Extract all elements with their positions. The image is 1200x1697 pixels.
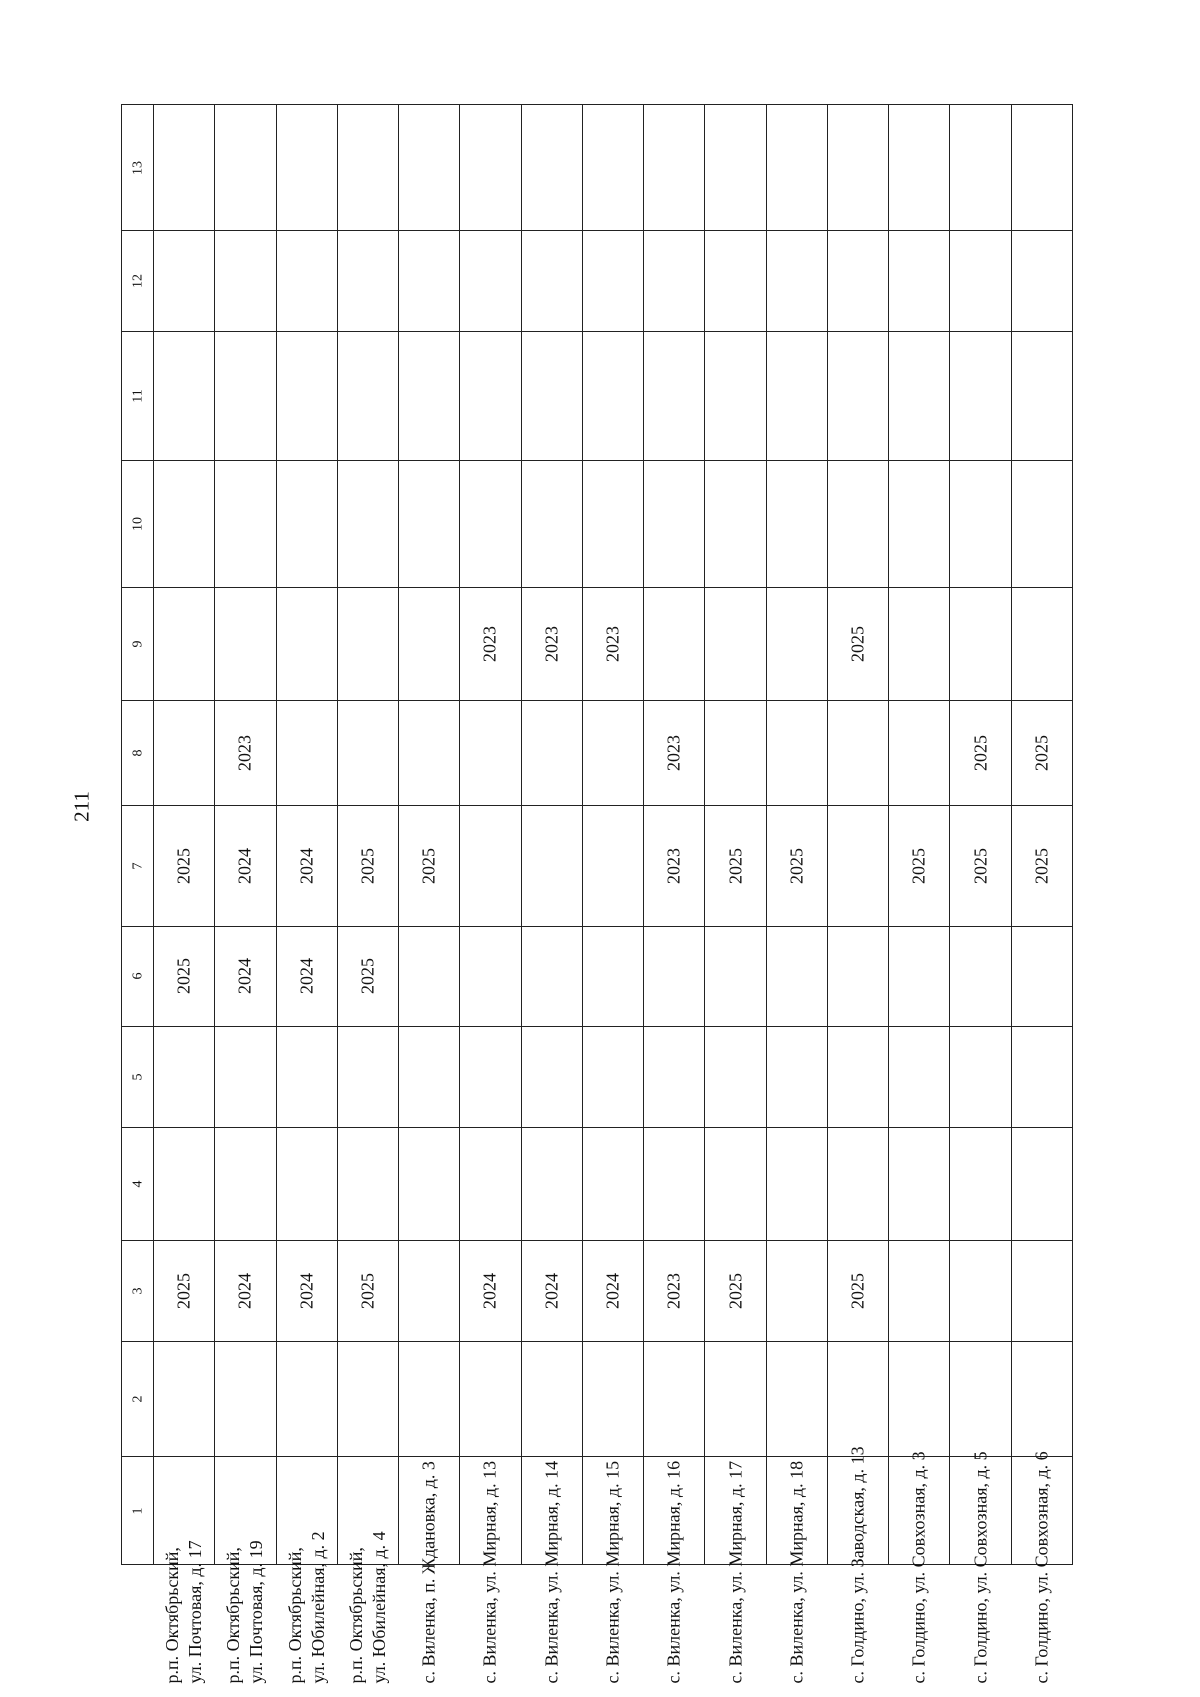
year-cell [889,231,950,332]
address-line: р.п. Октябрьский, [162,1546,183,1684]
year-cell [950,331,1011,460]
header-label: 6 [130,972,145,980]
year-cell [827,1128,888,1241]
header-cell [122,460,154,587]
year-cell [950,805,1011,926]
year-cell [276,105,337,231]
table-line-column-7 [122,805,1073,926]
year-cell [644,105,705,231]
year-cell [827,700,888,805]
year-cell [521,926,582,1027]
year-cell [766,588,827,701]
year-cell [705,805,766,926]
year-cell [215,1241,276,1342]
year-cell [215,805,276,926]
year-cell [766,805,827,926]
year-cell [705,1241,766,1342]
header-label: 3 [130,1287,145,1295]
year-cell [399,460,460,587]
year-cell [460,1128,521,1241]
year-cell [766,460,827,587]
address-text [663,1338,686,1683]
year-cell [154,700,215,805]
address-line: с. Голдино, ул. Заводская, д. 13 [847,1446,868,1684]
year-cell [582,1241,643,1342]
year-cell [705,331,766,460]
address-text [540,1338,563,1683]
year-cell [154,588,215,701]
year-cell [889,926,950,1027]
year-cell [521,1128,582,1241]
year-value: 2024 [296,1272,317,1309]
year-cell [276,700,337,805]
header-cell [122,105,154,231]
address-cell [521,1457,582,1684]
year-cell [766,1027,827,1128]
year-cell [460,588,521,701]
address-cell [399,1457,460,1684]
year-cell [582,1128,643,1241]
address-cell [705,1457,766,1684]
year-cell [215,926,276,1027]
year-cell [154,231,215,332]
year-cell [766,231,827,332]
address-line: с. Виленка, ул. Мирная, д. 14 [541,1460,562,1684]
address-cell [154,1457,215,1684]
address-line: с. Голдино, ул. Совхозная, д. 6 [1031,1451,1052,1684]
year-cell [399,588,460,701]
year-cell [154,105,215,231]
header-cell [122,1341,154,1456]
year-value: 2023 [602,625,623,662]
address-line: ул. Юбилейная, д. 4 [368,1531,389,1684]
year-cell [399,331,460,460]
address-text [969,1338,992,1683]
year-cell [460,331,521,460]
table-line-column-6 [122,926,1073,1027]
year-cell [644,231,705,332]
year-cell [1011,460,1072,587]
page-number: 211 [69,791,94,822]
year-cell [337,1128,398,1241]
year-cell [399,231,460,332]
address-line: р.п. Октябрьский, [223,1546,244,1684]
header-label: 8 [130,749,145,757]
year-cell [215,460,276,587]
year-cell [644,1128,705,1241]
year-cell [1011,105,1072,231]
year-cell [644,588,705,701]
address-text [601,1338,624,1683]
address-line: ул. Почтовая, д. 17 [185,1540,206,1684]
year-cell [582,805,643,926]
address-line: ул. Почтовая, д. 19 [246,1540,267,1684]
year-cell [950,231,1011,332]
year-cell [889,588,950,701]
year-cell [337,105,398,231]
year-cell [399,1241,460,1342]
address-cell [950,1451,1011,1684]
year-cell [644,1027,705,1128]
schedule-table [121,104,1073,1684]
year-cell [705,460,766,587]
year-cell [766,700,827,805]
header-label: 13 [130,160,145,175]
year-cell [582,588,643,701]
year-value: 2023 [663,1272,684,1309]
year-cell [889,1027,950,1128]
year-value: 2025 [173,847,194,884]
year-cell [215,588,276,701]
year-value: 2024 [479,1272,500,1309]
year-cell [337,700,398,805]
year-cell [766,1241,827,1342]
table-line-column-1 [122,1457,1073,1565]
year-cell [889,1128,950,1241]
year-cell [337,926,398,1027]
year-cell [889,460,950,587]
year-value: 2025 [725,847,746,884]
year-cell [644,331,705,460]
year-cell [827,1241,888,1342]
year-cell [950,1128,1011,1241]
year-value: 2023 [663,734,684,771]
address-cell [1011,1451,1072,1684]
year-cell [154,1128,215,1241]
address-line: с. Виленка, ул. Мирная, д. 15 [602,1460,623,1684]
year-cell [889,105,950,231]
year-cell [644,460,705,587]
address-text [479,1338,502,1683]
address-line: с. Виленка, ул. Мирная, д. 13 [479,1460,500,1684]
year-cell [276,1241,337,1342]
year-cell [276,460,337,587]
year-cell [521,1241,582,1342]
year-cell [582,1027,643,1128]
header-cell [122,588,154,701]
header-label: 1 [130,1507,145,1515]
address-text [161,1338,207,1683]
year-cell [215,105,276,231]
year-cell [644,805,705,926]
year-value: 2025 [847,1272,868,1309]
year-cell [337,331,398,460]
address-text [345,1338,391,1683]
year-cell [705,1027,766,1128]
address-line: с. Виленка, ул. Мирная, д. 18 [786,1460,807,1684]
year-value: 2025 [1031,847,1052,884]
year-cell [521,805,582,926]
year-value: 2025 [1031,734,1052,771]
year-cell [460,1241,521,1342]
year-cell [950,926,1011,1027]
year-cell [521,588,582,701]
address-line: с. Голдино, ул. Совхозная, д. 5 [970,1451,991,1684]
address-cell [337,1457,398,1684]
address-line: р.п. Октябрьский, [345,1546,366,1684]
year-cell [521,1027,582,1128]
year-value: 2024 [541,1272,562,1309]
year-cell [766,926,827,1027]
year-value: 2023 [234,734,255,771]
year-cell [950,700,1011,805]
year-cell [154,805,215,926]
header-cell [122,1027,154,1128]
address-cell [276,1457,337,1684]
year-value: 2025 [970,847,991,884]
year-cell [582,926,643,1027]
year-cell [521,460,582,587]
year-value: 2024 [602,1272,623,1309]
year-cell [337,231,398,332]
year-value: 2024 [234,958,255,995]
address-text [1030,1338,1053,1683]
header-cell [122,1457,154,1565]
address-text [222,1338,268,1683]
year-cell [460,231,521,332]
year-cell [827,805,888,926]
address-line: ул. Юбилейная, д. 2 [307,1531,328,1684]
address-cell [889,1451,950,1684]
address-line: с. Виленка, п. Ждановка, д. 3 [418,1460,439,1684]
year-cell [337,1241,398,1342]
year-cell [644,926,705,1027]
year-cell [399,700,460,805]
year-cell [521,231,582,332]
year-cell [521,331,582,460]
year-cell [337,805,398,926]
year-cell [705,231,766,332]
table-line-column-9 [122,588,1073,701]
table-line-column-3 [122,1241,1073,1342]
header-label: 10 [130,516,145,531]
year-cell [644,700,705,805]
year-cell [766,331,827,460]
year-cell [399,1027,460,1128]
address-text [724,1338,747,1683]
year-cell [827,460,888,587]
year-value: 2025 [725,1272,746,1309]
header-label: 12 [130,274,145,288]
year-cell [1011,805,1072,926]
year-cell [460,926,521,1027]
header-label: 7 [130,862,145,870]
header-cell [122,805,154,926]
year-cell [154,1241,215,1342]
address-cell [766,1457,827,1684]
address-cell [460,1457,521,1684]
year-cell [1011,1027,1072,1128]
address-cell [644,1457,705,1684]
address-text [284,1338,330,1683]
year-cell [399,926,460,1027]
year-value: 2025 [173,1272,194,1309]
year-cell [215,700,276,805]
year-value: 2024 [296,847,317,884]
year-cell [950,1027,1011,1128]
year-cell [276,231,337,332]
header-cell [122,926,154,1027]
year-cell [889,1241,950,1342]
year-cell [950,460,1011,587]
year-cell [582,460,643,587]
year-cell [644,1241,705,1342]
year-cell [276,1027,337,1128]
year-cell [521,105,582,231]
year-cell [705,1128,766,1241]
table-line-column-5 [122,1027,1073,1128]
address-line: р.п. Октябрьский, [284,1546,305,1684]
address-cell [827,1446,888,1684]
year-cell [889,700,950,805]
year-cell [154,926,215,1027]
table-line-column-13 [122,105,1073,231]
year-cell [950,105,1011,231]
year-cell [460,805,521,926]
year-cell [1011,1128,1072,1241]
address-text [418,1338,441,1683]
year-cell [337,1027,398,1128]
year-cell [521,700,582,805]
year-cell [1011,588,1072,701]
year-value: 2025 [908,847,929,884]
year-cell [276,331,337,460]
year-value: 2025 [786,847,807,884]
year-cell [827,1027,888,1128]
header-cell [122,331,154,460]
year-cell [827,231,888,332]
year-cell [215,331,276,460]
year-cell [827,588,888,701]
header-cell [122,700,154,805]
year-cell [276,1128,337,1241]
year-cell [154,331,215,460]
year-cell [705,926,766,1027]
year-cell [399,105,460,231]
table-line-column-12 [122,231,1073,332]
year-cell [582,700,643,805]
header-label: 11 [130,389,145,403]
address-line: с. Виленка, ул. Мирная, д. 17 [725,1460,746,1684]
year-value: 2024 [296,958,317,995]
year-cell [460,460,521,587]
year-value: 2023 [663,847,684,884]
table-line-column-4 [122,1128,1073,1241]
year-cell [705,700,766,805]
year-cell [154,460,215,587]
year-cell [1011,331,1072,460]
year-value: 2025 [357,958,378,995]
year-cell [337,460,398,587]
year-cell [460,700,521,805]
header-label: 4 [130,1180,145,1188]
year-cell [215,1128,276,1241]
year-cell [950,1241,1011,1342]
header-cell [122,1128,154,1241]
year-cell [1011,231,1072,332]
year-value: 2023 [541,625,562,662]
year-cell [1011,700,1072,805]
year-value: 2024 [234,847,255,884]
year-cell [827,926,888,1027]
year-value: 2025 [173,958,194,995]
address-text [908,1338,931,1683]
header-label: 9 [130,640,145,648]
year-cell [582,331,643,460]
year-value: 2025 [357,1272,378,1309]
address-text [847,1338,870,1683]
header-cell [122,1241,154,1342]
address-text [785,1338,808,1683]
year-cell [705,105,766,231]
year-value: 2025 [357,847,378,884]
year-cell [705,588,766,701]
year-value: 2024 [234,1272,255,1309]
year-cell [1011,926,1072,1027]
year-cell [276,926,337,1027]
year-cell [950,588,1011,701]
header-cell [122,231,154,332]
year-value: 2025 [970,734,991,771]
year-cell [460,105,521,231]
address-line: с. Голдино, ул. Совхозная, д. 3 [908,1451,929,1684]
year-cell [337,588,398,701]
year-cell [1011,1241,1072,1342]
year-cell [889,805,950,926]
year-cell [460,1027,521,1128]
year-cell [215,1027,276,1128]
year-cell [827,331,888,460]
year-cell [827,105,888,231]
header-label: 5 [130,1073,145,1081]
year-value: 2025 [847,625,868,662]
address-line: с. Виленка, ул. Мирная, д. 16 [663,1460,684,1684]
address-cell [582,1457,643,1684]
year-cell [399,1128,460,1241]
year-value: 2025 [418,847,439,884]
address-cell [215,1457,276,1684]
year-cell [582,231,643,332]
year-cell [215,231,276,332]
year-cell [766,105,827,231]
year-cell [889,331,950,460]
year-cell [154,1027,215,1128]
year-cell [582,105,643,231]
table-line-column-10 [122,460,1073,587]
year-cell [276,588,337,701]
year-cell [766,1128,827,1241]
year-cell [276,805,337,926]
table-line-column-8 [122,700,1073,805]
header-label: 2 [130,1395,145,1403]
year-cell [399,805,460,926]
table-line-column-11 [122,331,1073,460]
year-value: 2023 [479,625,500,662]
